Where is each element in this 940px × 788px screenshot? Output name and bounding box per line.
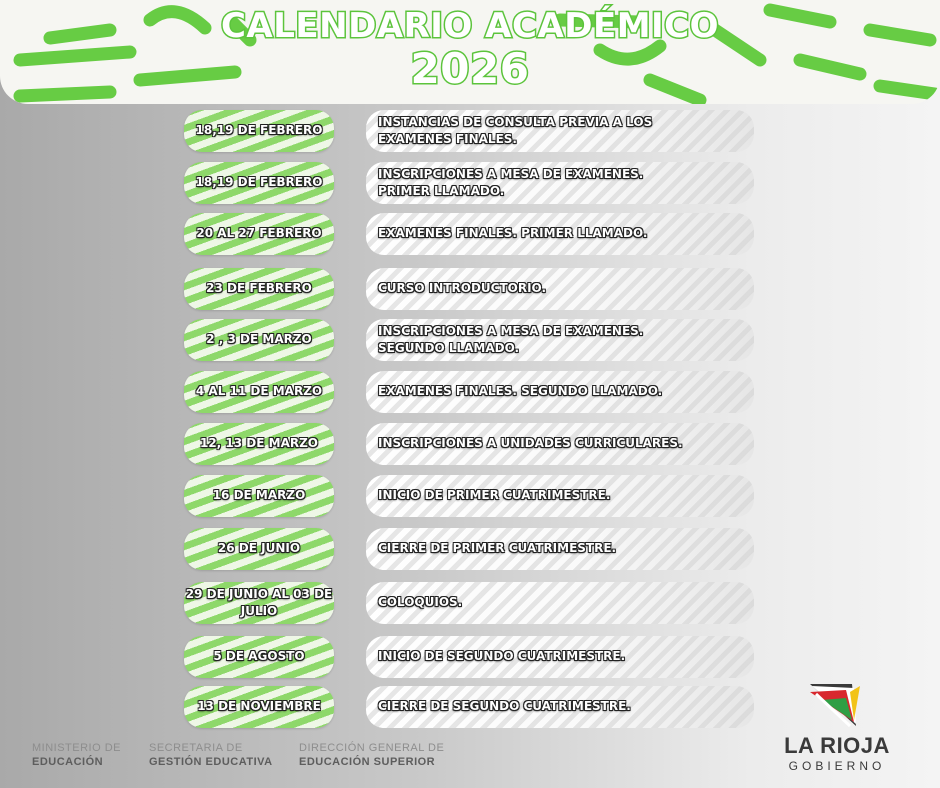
event-date: 16 DE MARZO (212, 488, 306, 503)
event-description-pill (366, 423, 754, 465)
event-description: INICIO DE SEGUNDO CUATRIMESTRE. (378, 649, 626, 664)
footer-secretary-label: SECRETARIA DE (149, 742, 243, 754)
event-date-pill (184, 423, 334, 465)
event-date-pill (184, 319, 334, 361)
event-date-pill (184, 582, 334, 624)
event-description: INSCRIPCIONES A UNIDADES CURRICULARES. (378, 436, 683, 451)
event-description: INICIO DE PRIMER CUATRIMESTRE. (378, 488, 611, 503)
page-title: CALENDARIO ACADÉMICO (220, 6, 720, 46)
event-description-pill (366, 371, 754, 413)
event-date: 18,19 DE FEBRERO (195, 175, 323, 190)
event-description: INSCRIPCIONES A MESA DE EXAMENES. SEGUNDO LLAMADO. (378, 323, 644, 355)
footer-ministry-label: MINISTERIO DE (32, 742, 122, 754)
footer-direction-name: EDUCACIÓN SUPERIOR (299, 756, 436, 768)
header-banner (0, 0, 940, 104)
event-date: 29 DE JUNIO AL 03 DE JULIO (185, 586, 333, 618)
event-description: CIERRE DE SEGUNDO CUATRIMESTRE. (378, 699, 631, 714)
event-date-pill (184, 371, 334, 413)
event-description-pill (366, 319, 754, 361)
event-date: 4 AL 11 DE MARZO (195, 384, 323, 399)
event-description-pill (366, 110, 754, 152)
event-description: EXAMENES FINALES. PRIMER LLAMADO. (378, 226, 648, 241)
event-description-pill (366, 475, 754, 517)
footer-ministry-name: EDUCACIÓN (32, 756, 104, 768)
event-date: 13 DE NOVIEMBRE (197, 699, 321, 714)
event-description: INSCRIPCIONES A MESA DE EXAMENES. PRIMER LLAMADO. (378, 166, 644, 198)
logo-subtitle: GOBIERNO (788, 759, 886, 773)
footer-direction-label: DIRECCIÓN GENERAL DE (299, 742, 445, 754)
logo-name: LA RIOJA (784, 733, 890, 758)
footer-secretary-name: GESTIÓN EDUCATIVA (149, 756, 273, 768)
event-description-pill (366, 686, 754, 728)
event-date-pill (184, 475, 334, 517)
footer-direction (299, 741, 444, 769)
footer-secretary (149, 741, 273, 769)
event-date: 5 DE AGOSTO (213, 649, 305, 664)
event-date-pill (184, 110, 334, 152)
event-date: 18,19 DE FEBRERO (195, 123, 323, 138)
event-description: CIERRE DE PRIMER CUATRIMESTRE. (378, 541, 617, 556)
footer-ministry (32, 741, 121, 769)
event-date-pill (184, 528, 334, 570)
event-date: 26 DE JUNIO (217, 541, 301, 556)
event-description-pill (366, 528, 754, 570)
event-date-pill (184, 636, 334, 678)
event-date-pill (184, 162, 334, 204)
event-description: INSTANCIAS DE CONSULTA PREVIA A LOS EXAMENES FINALES. (378, 114, 653, 146)
event-description-pill (366, 213, 754, 255)
event-description: COLOQUIOS. (378, 595, 463, 610)
event-date-pill (184, 686, 334, 728)
event-date: 12, 13 DE MARZO (199, 436, 319, 451)
event-description-pill (366, 268, 754, 310)
event-date: 20 AL 27 FEBRERO (196, 226, 322, 241)
event-description-pill (366, 582, 754, 624)
event-date-pill (184, 213, 334, 255)
event-date-pill (184, 268, 334, 310)
event-description: EXAMENES FINALES. SEGUNDO LLAMADO. (378, 384, 663, 399)
event-description: CURSO INTRODUCTORIO. (378, 281, 547, 296)
event-description-pill (366, 162, 754, 204)
event-date: 23 DE FEBRERO (206, 281, 312, 296)
event-description-pill (366, 636, 754, 678)
event-date: 2 , 3 DE MARZO (206, 332, 312, 347)
page-year: 2026 (410, 44, 530, 93)
